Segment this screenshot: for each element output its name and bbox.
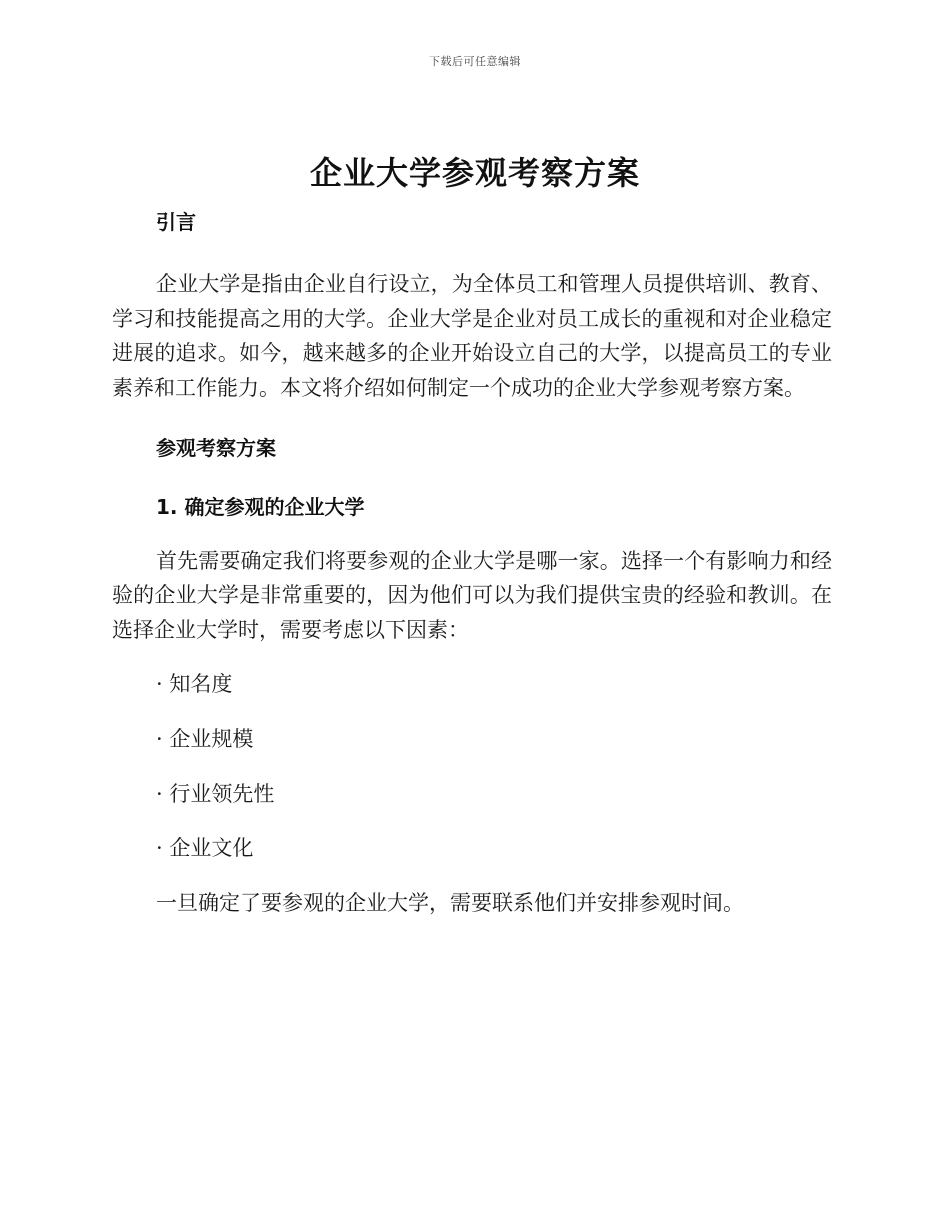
plan-heading: 参观考察方案: [156, 435, 276, 460]
header-note: 下载后可任意编辑: [429, 55, 521, 68]
factor-item: · 知名度: [156, 672, 233, 697]
document-title: 企业大学参观考察方案: [309, 154, 640, 192]
step1-paragraph: 首先需要确定我们将要参观的企业大学是哪一家。选择一个有影响力和经验的企业大学是非常重要的，因为他们可以为我们提供宝贵的经验和教训。在选择企业大学时，需要考虑以下因素：: [112, 548, 832, 642]
factor-item: · 企业规模: [156, 727, 254, 752]
step1-heading: 1. 确定参观的企业大学: [156, 494, 365, 519]
document-body: [112, 202, 832, 921]
step1-closing: 一旦确定了要参观的企业大学，需要联系他们并安排参观时间。: [156, 891, 744, 916]
intro-paragraph: 企业大学是指由企业自行设立，为全体员工和管理人员提供培训、教育、学习和技能提高之用的大学。企业大学是企业对员工成长的重视和对企业稳定进展的追求。如今，越来越多的企业开始设立自己的大学，以提高员工的专业素养和工作能力。本文将介绍如何制定一个成功的企业大学参观考察方案。: [112, 272, 832, 400]
factor-item: · 企业文化: [156, 836, 254, 861]
factor-item: · 行业领先性: [156, 781, 275, 806]
intro-heading: 引言: [156, 210, 196, 234]
